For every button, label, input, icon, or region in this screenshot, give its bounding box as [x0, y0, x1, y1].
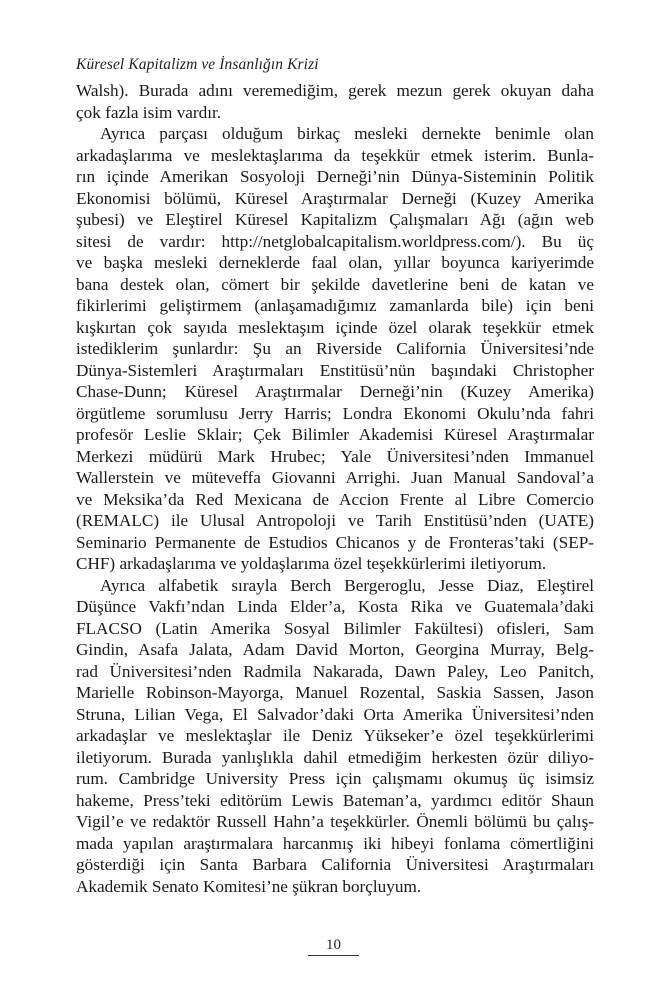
text-line: Walsh). Burada adını veremediğim, gerek mezun gerek okuyan daha [76, 81, 594, 100]
text-line: arkadaşlar ve meslektaşlar ile Deniz Yükseker’e özel teşekkürlerimi [76, 726, 594, 745]
text-line: rad Üniversitesi’nden Radmila Nakarada, Dawn Paley, Leo Panitch, [76, 661, 594, 681]
text-line: istediklerim şunlardır: Şu an Riverside California Üniversitesi’nde [76, 339, 594, 358]
text-line: Düşünce Vakfı’ndan Linda Elder’a, Kosta Rika ve Guatemala’daki [76, 597, 594, 616]
text-line: Merkezi müdürü Mark Hrubec; Yale Üniversitesi’nden Immanuel [76, 446, 594, 466]
text-line: Seminario Permanente de Estudios Chicanos y de Fronteras’taki (SEP- [76, 532, 594, 552]
text-line: şubesi) ve Eleştirel Küresel Kapitalizm Çalışmaları Ağı (ağın web [76, 210, 594, 229]
text-line: mada yapılan araştırmalara harcanmış iki hibeyi fonlama cömertliğini [76, 833, 594, 853]
text-line: Vigil’e ve redaktör Russell Hahn’a teşekkürler. Önemli bölümü bu çalış- [76, 812, 594, 831]
text-line: gösterdiği için Santa Barbara California Üniversitesi Araştırmaları [76, 855, 594, 874]
text-line: ve başka mesleki derneklerde faal olan, yıllar boyunca kariyerimde [76, 253, 594, 272]
running-header: Küresel Kapitalizm ve İnsanlığın Krizi [76, 56, 319, 73]
text-line: Ayrıca parçası olduğum birkaç mesleki dernekte benimle olan [100, 124, 594, 143]
text-line: profesör Leslie Sklair; Çek Bilimler Akademisi Küresel Araştırmalar [76, 425, 594, 444]
text-line: arkadaşlarıma ve meslektaşlarıma da teşekkür etmek isterim. Bunla- [76, 145, 594, 165]
page-footer [0, 934, 667, 956]
text-line: bana destek olan, cömert bir şekilde davetlerine beni de katan ve [76, 274, 594, 294]
text-line: CHF) arkadaşlarıma ve yoldaşlarıma özel teşekkürlerimi iletiyorum. [76, 554, 547, 573]
text-line: Dünya-Sistemleri Araştırmaları Enstitüsü’nün başındaki Christopher [76, 360, 594, 380]
text-line: Akademik Senato Komitesi’ne şükran borçluyum. [76, 876, 422, 896]
text-line: (REMALC) ile Ulusal Antropoloji ve Tarih Enstitüsü’nden (UATE) [76, 511, 594, 530]
page-number: 10 [308, 936, 359, 956]
text-line: çok fazla isim vardır. [76, 102, 222, 122]
text-line: rum. Cambridge University Press için çalışmamı okumuş üç isimsiz [76, 769, 594, 788]
text-line: örgütleme sorumlusu Jerry Harris; Londra Ekonomi Okulu’nda fahri [76, 403, 594, 423]
text-line: rın içinde Amerikan Sosyoloji Derneği’nin Dünya-Sisteminin Politik [76, 167, 594, 186]
text-line: hakeme, Press’teki editörüm Lewis Bateman’a, yardımcı editör Shaun [76, 790, 594, 810]
text-line: ve Meksika’da Red Mexicana de Accion Frente al Libre Comercio [76, 489, 594, 509]
text-line: iletiyorum. Burada yanlışlıkla dahil etmediğim herkesten özür diliyo- [76, 747, 594, 767]
text-line: sitesi de vardır: http://netglobalcapitalism.worldpress.com/). Bu üç [76, 231, 594, 251]
text-line: Ayrıca alfabetik sırayla Berch Bergeroglu, Jesse Diaz, Eleştirel [100, 575, 594, 595]
text-line: Struna, Lilian Vega, El Salvador’daki Orta Amerika Üniversitesi’nden [76, 704, 594, 724]
text-line: kışkırtan çok sayıda meslektaşım içinde özel olarak teşekkür etmek [76, 317, 594, 337]
text-line: Gindin, Asafa Jalata, Adam David Morton, Georgina Murray, Belg- [76, 640, 594, 659]
text-line: fikirlerimi geliştirmem (anlaşamadığımız zamanlarda bile) için beni [76, 296, 594, 315]
text-line: FLACSO (Latin Amerika Sosyal Bilimler Fakültesi) ofisleri, Sam [76, 618, 594, 638]
text-line: Ekonomisi bölümü, Küresel Araştırmalar Derneği (Kuzey Amerika [76, 188, 594, 208]
text-line: Wallerstein ve müteveffa Giovanni Arrighi. Juan Manual Sandoval’a [76, 468, 594, 487]
body-text [76, 80, 594, 897]
text-line: Chase-Dunn; Küresel Araştırmalar Derneği’nin (Kuzey Amerika) [76, 382, 594, 401]
text-line: Marielle Robinson-Mayorga, Manuel Rozental, Saskia Sassen, Jason [76, 683, 594, 702]
